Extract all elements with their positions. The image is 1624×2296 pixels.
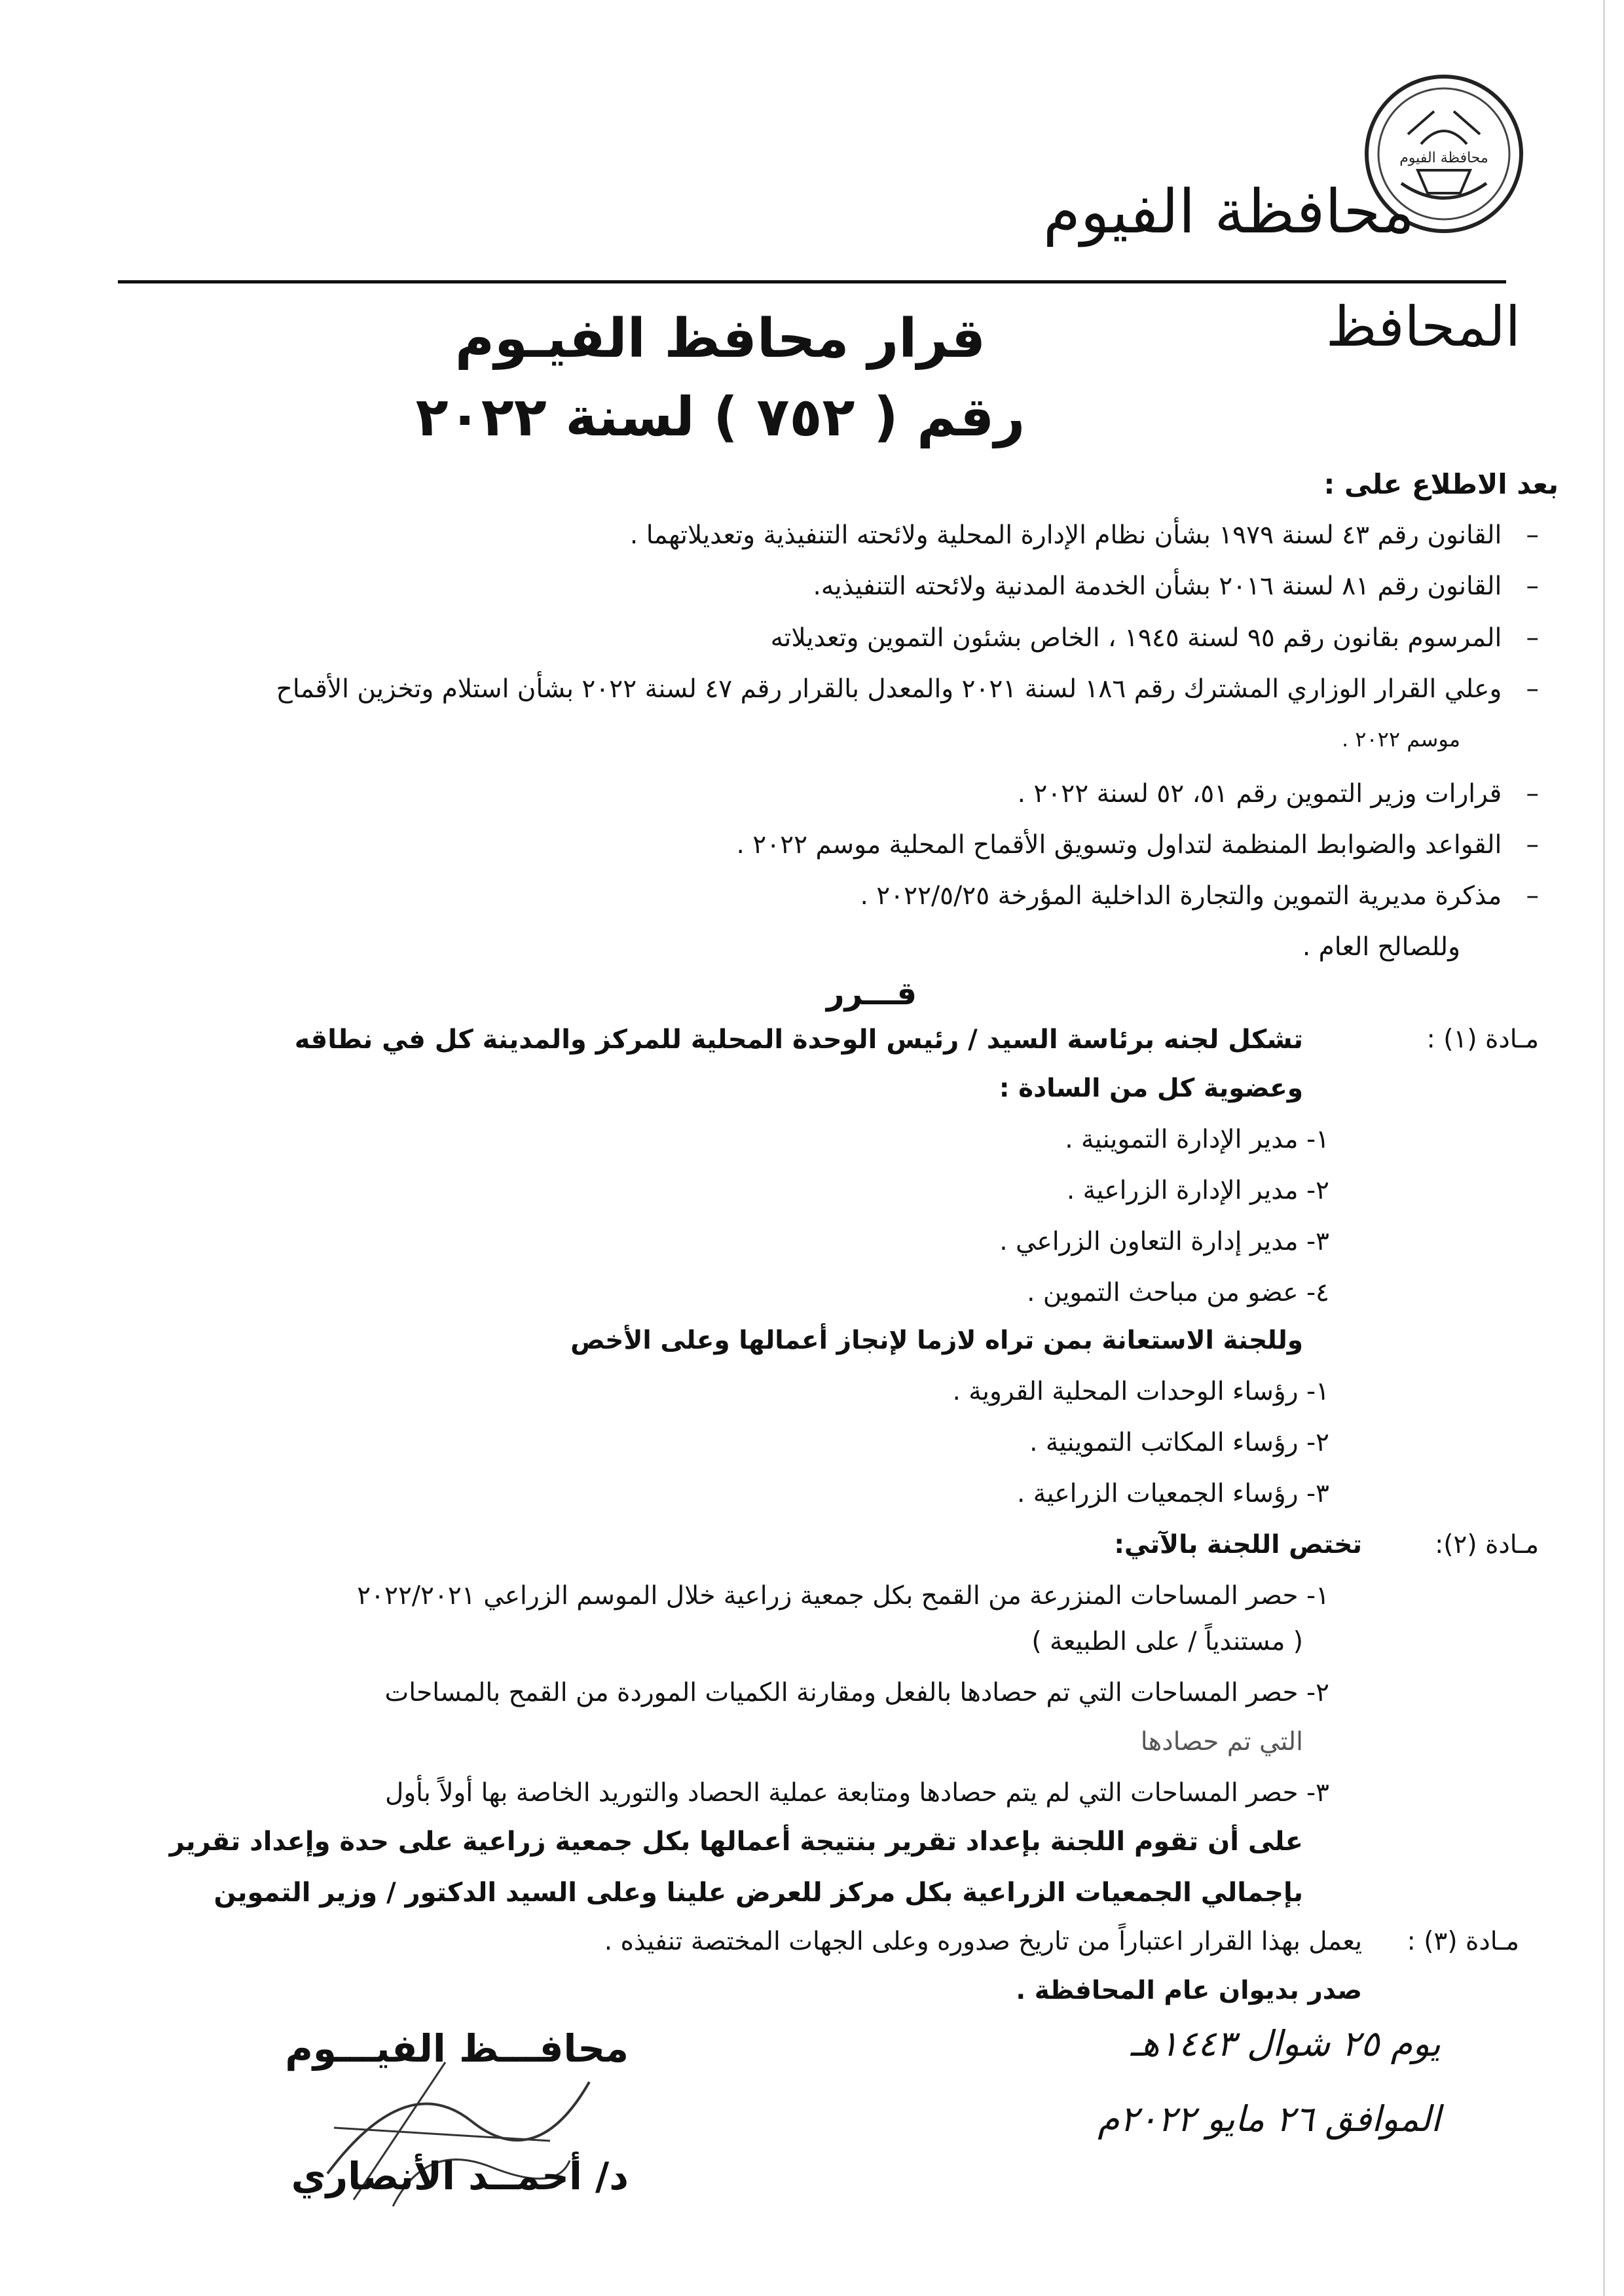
preamble-item: – قرارات وزير التموين رقم ٥١، ٥٢ لسنة ٢٠٢٢ . — [1017, 779, 1539, 809]
preamble-item: – القانون رقم ٨١ لسنة ٢٠١٦ بشأن الخدمة المدنية ولائحته التنفيذيه. — [813, 572, 1539, 601]
committee-member: ٣- مدير إدارة التعاون الزراعي . — [999, 1227, 1329, 1256]
article-1-label: مـادة (١) : — [1426, 1025, 1539, 1054]
committee-member: ٤- عضو من مباحث التموين . — [1027, 1278, 1329, 1307]
assistance-item: ٣- رؤساء الجمعيات الزراعية . — [1016, 1479, 1329, 1508]
report-clause: بإجمالي الجمعيات الزراعية بكل مركز للعرض علينا وعلى السيد الدكتور / وزير التموين — [213, 1878, 1303, 1908]
article-2-label: مـادة (٢): — [1435, 1530, 1539, 1559]
public-interest: وللصالح العام . — [1302, 932, 1460, 962]
preamble-item: – القانون رقم ٤٣ لسنة ١٩٧٩ بشأن نظام الإدارة المحلية ولائحته التنفيذية وتعديلاتهما . — [629, 520, 1539, 550]
svg-text:محافظة الفيوم: محافظة الفيوم — [1399, 150, 1488, 166]
article-2-heading: تختص اللجنة بالآتي: — [1114, 1530, 1362, 1559]
assistance-clause: وللجنة الاستعانة بمن تراه لازما لإنجاز أعمالها وعلى الأخص — [570, 1326, 1303, 1355]
preamble-item: – وعلي القرار الوزاري المشترك رقم ١٨٦ لسنة ٢٠٢١ والمعدل بالقرار رقم ٤٧ لسنة ٢٠٢٢ بشأن استلام وتخزين الأقماح — [276, 674, 1539, 704]
preamble-item: – المرسوم بقانون رقم ٩٥ لسنة ١٩٤٥ ، الخاص بشئون التموين وتعديلاته — [770, 623, 1539, 653]
assistance-item: ١- رؤساء الوحدات المحلية القروية . — [952, 1377, 1329, 1406]
report-clause: على أن تقوم اللجنة بإعداد تقرير بنتيجة أعمالها بكل جمعية زراعية على حدة وإعداد تقرير — [169, 1827, 1303, 1857]
office-title: المحافظ — [1325, 295, 1521, 359]
signatory-title: محافـــظ الفيـــوم — [285, 2026, 629, 2071]
assistance-item: ٢- رؤساء المكاتب التموينية . — [1029, 1428, 1329, 1457]
issued-statement: صدر بديوان عام المحافظة . — [1016, 1976, 1362, 2005]
article-1-continuation: وعضوية كل من السادة : — [999, 1074, 1303, 1103]
preamble-heading: بعد الاطلاع على : — [1323, 468, 1559, 500]
gregorian-date: الموافق ٢٦ مايو ٢٠٢٢م — [1098, 2098, 1441, 2140]
preamble-item-continuation: موسم ٢٠٢٢ . — [1341, 727, 1460, 752]
governorate-name: محافظة الفيوم — [1043, 177, 1414, 247]
duty-item: ١- حصر المساحات المنزرعة من القمح بكل جمعية زراعية خلال الموسم الزراعي ٢٠٢٢/٢٠٢١ — [357, 1581, 1329, 1611]
duty-item-continuation: التي تم حصادها — [1140, 1727, 1303, 1757]
article-3-text: يعمل بهذا القرار اعتباراً من تاريخ صدوره وعلى الجهات المختصة تنفيذه . — [604, 1927, 1362, 1956]
preamble-item: – القواعد والضوابط المنظمة لتداول وتسويق الأقماح المحلية موسم ٢٠٢٢ . — [736, 830, 1539, 860]
header-divider — [118, 280, 1506, 283]
committee-member: ٢- مدير الإدارة الزراعية . — [1066, 1176, 1329, 1205]
page-edge — [1603, 0, 1605, 2296]
decree-number: رقم ( ٧٥٢ ) لسنة ٢٠٢٢ — [415, 386, 1025, 448]
signatory-name: د/ أحمــد الأنصاري — [291, 2154, 629, 2198]
decree-title: قرار محافظ الفيـوم — [454, 308, 986, 370]
article-1-text: تشكل لجنه برئاسة السيد / رئيس الوحدة المحلية للمركز والمدينة كل في نطاقه — [294, 1025, 1303, 1055]
preamble-item: – مذكرة مديرية التموين والتجارة الداخلية المؤرخة ٢٠٢٢/٥/٢٥ . — [860, 881, 1539, 911]
duty-item: ٣- حصر المساحات التي لم يتم حصادها ومتابعة عملية الحصاد والتوريد الخاصة بها أولاً بأول — [385, 1778, 1329, 1808]
duty-item: ٢- حصر المساحات التي تم حصادها بالفعل ومقارنة الكميات الموردة من القمح بالمساحات — [384, 1678, 1329, 1707]
decision-heading: قـــرر — [826, 975, 917, 1012]
hijri-date: يوم ٢٥ شوال ١٤٤٣هـ — [1130, 2023, 1441, 2064]
duty-item-continuation: ( مستندياً / على الطبيعة ) — [1031, 1627, 1303, 1656]
article-3-label: مـادة (٣) : — [1407, 1927, 1519, 1956]
committee-member: ١- مدير الإدارة التموينية . — [1065, 1125, 1329, 1154]
